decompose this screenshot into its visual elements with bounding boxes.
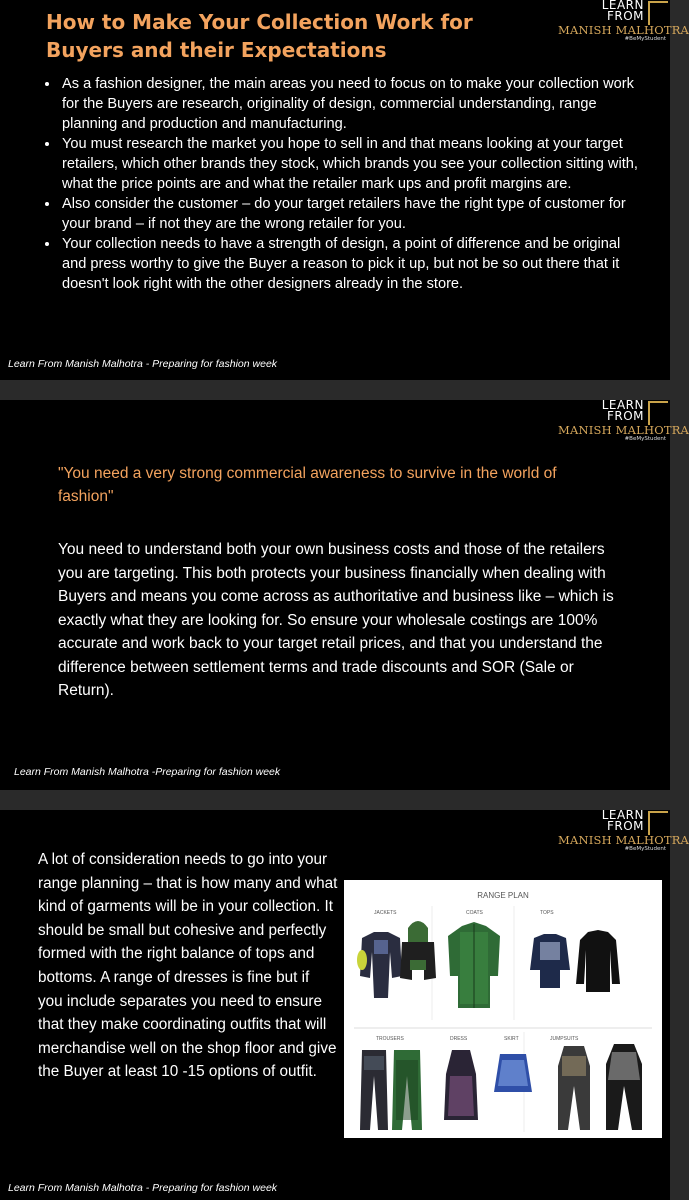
jumpsuit-garment-1 [558,1046,590,1130]
body-paragraph: You need to understand both your own business costs and those of the retailers you are targeting. This both protects your business financially when dealing with Buyers and means you come across as authoritative and business like – which is exactly what they are looking for. So ensure your wholesale costings are 100% accurate and work back to your target retail prices, and that you understand the difference between settlement terms and trade discounts and SOR (Sale or Return). [58,541,614,699]
slide-collection-for-buyers [0,0,689,380]
bullet-item: • As a fashion designer, the main areas you need to focus on to make your collection work for the Buyers are research, originality of design, commercial understanding, range planning and production and manufacturing. [60,74,640,134]
logo-tagline: #BeMyStudent [624,36,666,42]
bullet-item: • You must research the market you hope to sell in and that means looking at your target retailers, which other brands they stock, which brands you see your collection sitting with, what the price points are and what the retailer mark ups and profit margins are. [60,134,640,194]
bullet-list [44,74,640,294]
slide-footer: Learn From Manish Malhotra - Preparing for fashion week [8,358,278,370]
label-coats: COATS [466,910,483,916]
logo-frame-icon [648,401,668,425]
label-trousers: TROUSERS [376,1036,404,1042]
bullet-item: • Your collection needs to have a strength of design, a point of difference and be original and press worthy to give the Buyer a reason to pick it up, but not be so out there that it doesn't look right with the other designers already in the store. [60,234,640,294]
logo-from-text: FROM [606,409,644,423]
label-dress: DRESS [450,1036,468,1042]
skirt-garment [494,1054,532,1092]
jacket-garment-1 [357,932,402,998]
body-paragraph: A lot of consideration needs to go into your range planning – that is how many and what kind of garments will be in your collection. It should be small but cohesive and perfectly formed with the right balance of tops and bottoms. A range of dresses is fine but if you include separates you need to ensure that they make coordinating outfits that will merchandise well on the shop floor and give the Buyer at least 10 -15 options of outfit. [38,851,338,1081]
logo-from-text: FROM [606,819,644,833]
logo-learn-text: LEARN [601,398,644,412]
slide-footer: Learn From Manish Malhotra -Preparing for fashion week [14,766,281,778]
logo-tagline: #BeMyStudent [624,846,666,852]
logo-from-text: FROM [606,9,644,23]
coat-garment [448,922,500,1008]
label-skirt: SKIRT [504,1036,519,1042]
label-jumpsuits: JUMPSUITS [550,1036,579,1042]
learn-from-manish-malhotra-logo [558,808,689,852]
jumpsuit-garment-2 [606,1044,642,1130]
slide-title: How to Make Your Collection Work for Buyers and their Expectations [46,10,473,62]
top-garment-1 [530,934,570,988]
slide-footer: Learn From Manish Malhotra - Preparing for fashion week [8,1182,278,1194]
logo-name-text: MANISH MALHOTRA [558,833,689,847]
label-tops: TOPS [540,910,554,916]
logo-learn-text: LEARN [601,0,644,12]
pull-quote: "You need a very strong commercial awareness to survive in the world of fashion" [58,465,557,505]
logo-tagline: #BeMyStudent [624,436,666,442]
logo-learn-text: LEARN [601,808,644,822]
logo-name-text: MANISH MALHOTRA [558,23,689,37]
range-plan-title: RANGE PLAN [477,891,529,900]
slide-commercial-awareness [0,398,689,790]
learn-from-manish-malhotra-logo [558,398,689,442]
top-garment-2 [576,930,620,992]
jacket-garment-2 [400,921,436,980]
logo-frame-icon [648,811,668,835]
dress-garment [444,1050,478,1120]
slide-range-planning [0,808,689,1200]
trousers-garment-1 [360,1050,388,1130]
learn-from-manish-malhotra-logo [558,0,689,42]
range-plan-image [344,880,662,1138]
logo-name-text: MANISH MALHOTRA [558,423,689,437]
trousers-garment-2 [392,1050,422,1130]
bullet-item: • Also consider the customer – do your target retailers have the right type of customer for your brand – if not they are the wrong retailer for you. [60,194,640,234]
label-jackets: JACKETS [374,910,397,916]
logo-frame-icon [648,1,668,25]
